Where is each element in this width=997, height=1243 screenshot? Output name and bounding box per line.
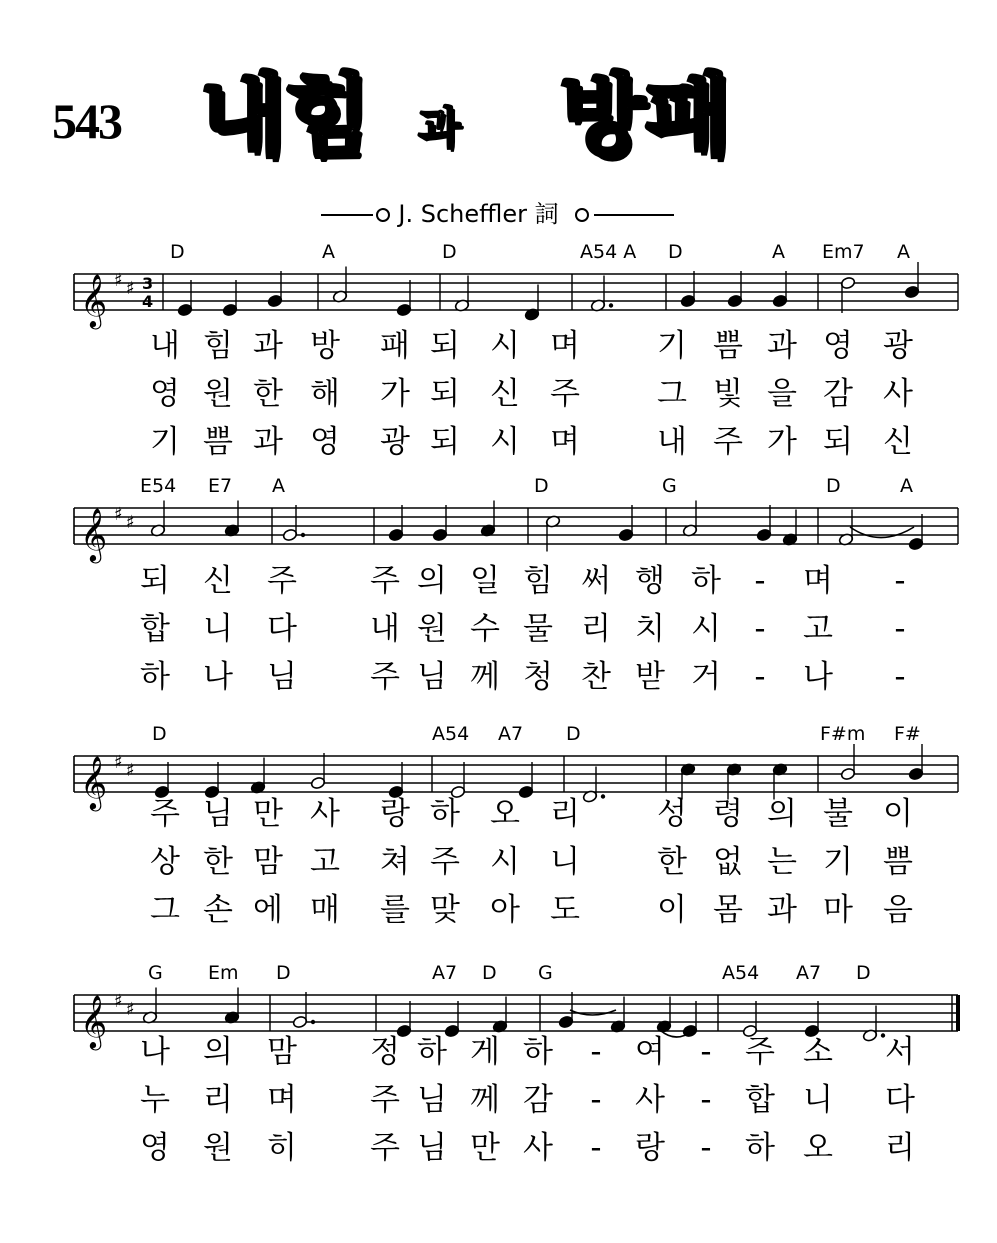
lyric-syllable: 맘 — [267, 1034, 297, 1070]
chord-symbol: E7 — [208, 475, 233, 497]
lyric-syllable: 령 — [713, 796, 743, 832]
lyric-syllable: 주 — [745, 1034, 775, 1070]
lyric-syllable: 하 — [417, 1034, 447, 1070]
lyric-syllable: 만 — [470, 1130, 500, 1166]
time-signature-bottom: 4 — [142, 292, 154, 311]
lyric-syllable: 랑 — [380, 796, 410, 832]
lyric-syllable: 영 — [150, 376, 180, 412]
lyric-syllable: 매 — [310, 892, 340, 928]
lyric-syllable: 며 — [550, 328, 580, 364]
treble-clef-icon: 𝄞 — [80, 507, 108, 561]
chord-symbol: A54 — [722, 962, 760, 984]
lyric-syllable: 니 — [203, 611, 233, 647]
lyric-syllable: 서 — [885, 1034, 915, 1070]
lyric-syllable: 의 — [203, 1034, 233, 1070]
lyric-syllable: 원 — [203, 1130, 233, 1166]
lyric-syllable: 물 — [523, 611, 553, 647]
title-part3: 방패 — [560, 64, 731, 167]
lyric-syllable: 오 — [803, 1130, 833, 1166]
lyric-syllable: 님 — [417, 1130, 447, 1166]
lyric-syllable: 을 — [767, 376, 797, 412]
lyric-syllable: 시 — [490, 844, 520, 880]
lyric-syllable: 가 — [380, 376, 410, 412]
lyric-syllable: 님 — [417, 1082, 447, 1118]
key-signature: ♯ — [126, 999, 135, 1020]
lyric-syllable: 신 — [883, 424, 913, 460]
lyric-syllable: 쳐 — [380, 844, 410, 880]
lyric-syllable: 며 — [803, 563, 833, 599]
lyric-syllable: 사 — [310, 796, 340, 832]
lyric-syllable: 만 — [253, 796, 283, 832]
lyric-syllable: 하 — [691, 563, 721, 599]
lyric-syllable: 며 — [550, 424, 580, 460]
title-part2: 과 — [418, 103, 461, 154]
lyric-syllable: 해 — [310, 376, 340, 412]
lyric-syllable: 사 — [883, 376, 913, 412]
lyric-syllable: 정 — [370, 1034, 400, 1070]
lyric-syllable: 되 — [430, 424, 460, 460]
lyric-syllable: 한 — [253, 376, 283, 412]
chord-symbol: F# — [894, 723, 921, 745]
chord-symbol: A54 — [432, 723, 470, 745]
lyric-syllable: 랑 — [635, 1130, 665, 1166]
lyric-syllable: 광 — [380, 424, 410, 460]
chord-symbol: D — [482, 962, 497, 984]
lyric-syllable: 니 — [803, 1082, 833, 1118]
tie-curve — [850, 527, 914, 538]
lyric-syllable: 음 — [883, 892, 913, 928]
lyric-syllable: 리 — [550, 796, 580, 832]
lyric-syllable: 하 — [523, 1034, 553, 1070]
key-signature: ♯ — [114, 270, 123, 291]
lyric-syllable: 내 — [150, 328, 180, 364]
chord-symbol: A7 — [796, 962, 822, 984]
chord-symbol: G — [538, 962, 553, 984]
lyric-syllable: 도 — [550, 892, 580, 928]
lyric-syllable: 과 — [767, 892, 797, 928]
lyric-syllable: 패 — [380, 328, 410, 364]
lyric-syllable: - — [894, 611, 906, 647]
chord-symbol: E54 — [140, 475, 177, 497]
lyric-syllable: 과 — [253, 424, 283, 460]
lyric-syllable: 방 — [310, 328, 340, 364]
chord-symbol: D — [276, 962, 291, 984]
key-signature: ♯ — [126, 278, 135, 299]
key-signature: ♯ — [114, 752, 123, 773]
lyric-syllable: 되 — [430, 328, 460, 364]
lyric-syllable: 쁨 — [203, 424, 233, 460]
lyric-syllable: 맞 — [430, 892, 460, 928]
lyric-syllable: 님 — [203, 796, 233, 832]
lyric-syllable: 청 — [523, 659, 553, 695]
lyric-syllable: 히 — [267, 1130, 297, 1166]
lyric-syllable: 주 — [370, 1082, 400, 1118]
lyric-syllable: 하 — [745, 1130, 775, 1166]
lyric-syllable: 오 — [490, 796, 520, 832]
lyric-syllable: 원 — [417, 611, 447, 647]
lyric-syllable: 성 — [657, 796, 687, 832]
lyric-syllable: 쁨 — [883, 844, 913, 880]
lyric-syllable: 한 — [203, 844, 233, 880]
lyric-syllable: 누 — [140, 1082, 170, 1118]
treble-clef-icon: 𝄞 — [80, 755, 108, 809]
chord-symbol: A — [900, 475, 913, 497]
lyric-syllable: 를 — [380, 892, 410, 928]
lyric-syllable: 이 — [883, 796, 913, 832]
lyric-syllable: 없 — [713, 844, 743, 880]
lyric-syllable: 게 — [470, 1034, 500, 1070]
lyric-syllable: 거 — [691, 659, 721, 695]
lyric-syllable: 께 — [470, 1082, 500, 1118]
title-part1: 내힘 — [200, 64, 371, 167]
lyric-syllable: 원 — [203, 376, 233, 412]
chord-symbol: D — [170, 241, 185, 263]
lyric-syllable: 되 — [430, 376, 460, 412]
lyric-syllable: 힘 — [203, 328, 233, 364]
lyric-syllable: 기 — [823, 844, 853, 880]
lyric-syllable: 께 — [470, 659, 500, 695]
lyric-syllable: 니 — [550, 844, 580, 880]
lyric-syllable: 감 — [823, 376, 853, 412]
chord-symbol: G — [148, 962, 163, 984]
lyric-syllable: 손 — [203, 892, 233, 928]
lyric-syllable: 감 — [523, 1082, 553, 1118]
treble-clef-icon: 𝄞 — [80, 273, 108, 327]
lyric-syllable: - — [894, 659, 906, 695]
lyric-syllable: 시 — [490, 424, 520, 460]
lyric-syllable: 시 — [691, 611, 721, 647]
lyric-syllable: 수 — [470, 611, 500, 647]
lyric-syllable: 합 — [140, 611, 170, 647]
lyric-syllable: 가 — [767, 424, 797, 460]
lyric-syllable: 시 — [490, 328, 520, 364]
author-name: J. Scheffler 詞 — [398, 200, 559, 228]
lyric-syllable: 리 — [581, 611, 611, 647]
chord-symbol: A — [897, 241, 910, 263]
lyric-syllable: 의 — [417, 563, 447, 599]
chord-symbol: A54 A — [580, 241, 637, 263]
chord-symbol: A7 — [432, 962, 458, 984]
lyric-syllable: 주 — [550, 376, 580, 412]
final-bar-thick — [956, 995, 960, 1031]
lyric-syllable: 주 — [370, 659, 400, 695]
chord-symbol: F#m — [820, 723, 866, 745]
lyric-syllable: 사 — [523, 1130, 553, 1166]
chord-symbol: D — [566, 723, 581, 745]
lyric-syllable: 님 — [417, 659, 447, 695]
chord-symbol: Em7 — [822, 241, 865, 263]
lyric-syllable: 치 — [635, 611, 665, 647]
lyric-syllable: 하 — [430, 796, 460, 832]
lyric-syllable: 주 — [370, 1130, 400, 1166]
lyric-syllable: 그 — [150, 892, 180, 928]
lyric-syllable: - — [754, 563, 766, 599]
lyric-syllable: 의 — [767, 796, 797, 832]
lyric-syllable: 합 — [745, 1082, 775, 1118]
chord-symbol: D — [668, 241, 683, 263]
lyric-syllable: 맘 — [253, 844, 283, 880]
lyric-syllable: 행 — [635, 563, 665, 599]
lyric-syllable: 며 — [267, 1082, 297, 1118]
lyric-syllable: - — [754, 611, 766, 647]
chord-symbol: D — [442, 241, 457, 263]
lyric-syllable: 한 — [657, 844, 687, 880]
lyric-syllable: 는 — [767, 844, 797, 880]
lyric-syllable: - — [700, 1082, 712, 1118]
time-signature-top: 3 — [142, 274, 154, 293]
lyric-syllable: 이 — [657, 892, 687, 928]
lyric-syllable: 영 — [140, 1130, 170, 1166]
lyric-syllable: 신 — [203, 563, 233, 599]
chord-symbol: D — [856, 962, 871, 984]
lyric-syllable: - — [700, 1034, 712, 1070]
key-signature: ♯ — [126, 760, 135, 781]
lyric-syllable: - — [700, 1130, 712, 1166]
lyric-syllable: - — [754, 659, 766, 695]
chord-symbol: D — [826, 475, 841, 497]
note-dot — [301, 533, 305, 537]
lyric-syllable: 나 — [140, 1034, 170, 1070]
lyric-syllable: 사 — [635, 1082, 665, 1118]
key-signature: ♯ — [126, 512, 135, 533]
lyric-syllable: 불 — [823, 796, 853, 832]
lyric-syllable: 신 — [490, 376, 520, 412]
lyric-syllable: 아 — [490, 892, 520, 928]
lyric-syllable: 일 — [470, 563, 500, 599]
lyric-syllable: 광 — [883, 328, 913, 364]
lyric-syllable: - — [590, 1034, 602, 1070]
lyric-syllable: - — [590, 1082, 602, 1118]
lyric-syllable: 과 — [253, 328, 283, 364]
lyric-syllable: 내 — [370, 611, 400, 647]
lyric-syllable: 주 — [267, 563, 297, 599]
lyric-syllable: 나 — [203, 659, 233, 695]
lyric-syllable: 리 — [885, 1130, 915, 1166]
lyric-syllable: 고 — [310, 844, 340, 880]
lyric-syllable: 주 — [713, 424, 743, 460]
lyric-syllable: 기 — [150, 424, 180, 460]
lyric-syllable: 빛 — [713, 376, 743, 412]
lyric-syllable: 영 — [310, 424, 340, 460]
lyric-syllable: 되 — [140, 563, 170, 599]
lyric-syllable: - — [590, 1130, 602, 1166]
lyric-syllable: 과 — [767, 328, 797, 364]
lyric-syllable: 고 — [803, 611, 833, 647]
lyric-syllable: 다 — [267, 611, 297, 647]
lyric-syllable: 영 — [823, 328, 853, 364]
lyric-syllable: 다 — [885, 1082, 915, 1118]
lyric-syllable: 소 — [803, 1034, 833, 1070]
lyric-syllable: 나 — [803, 659, 833, 695]
lyric-syllable: 주 — [370, 563, 400, 599]
chord-symbol: A7 — [498, 723, 524, 745]
lyric-syllable: 주 — [150, 796, 180, 832]
lyric-syllable: 받 — [635, 659, 665, 695]
chord-symbol: Em — [208, 962, 239, 984]
chord-symbol: D — [152, 723, 167, 745]
lyric-syllable: 되 — [823, 424, 853, 460]
note-dot — [601, 794, 605, 798]
lyric-syllable: 상 — [150, 844, 180, 880]
hymn-number: 543 — [52, 93, 121, 149]
lyric-syllable: 하 — [140, 659, 170, 695]
lyric-syllable: 마 — [823, 892, 853, 928]
key-signature: ♯ — [114, 991, 123, 1012]
lyric-syllable: 리 — [203, 1082, 233, 1118]
lyric-syllable: 찬 — [581, 659, 611, 695]
treble-clef-icon: 𝄞 — [80, 994, 108, 1048]
lyric-syllable: 써 — [581, 563, 611, 599]
chord-symbol: A — [322, 241, 335, 263]
lyric-syllable: 님 — [267, 659, 297, 695]
lyric-syllable: 힘 — [523, 563, 553, 599]
lyric-syllable: 쁨 — [713, 328, 743, 364]
lyric-syllable: 내 — [657, 424, 687, 460]
key-signature: ♯ — [114, 504, 123, 525]
lyric-syllable: 여 — [635, 1034, 665, 1070]
lyric-syllable: 에 — [253, 892, 283, 928]
chord-symbol: D — [534, 475, 549, 497]
note-dot — [311, 1020, 315, 1024]
chord-symbol: A — [272, 475, 285, 497]
lyric-syllable: 몸 — [713, 892, 743, 928]
lyric-syllable: - — [894, 563, 906, 599]
lyric-syllable: 그 — [657, 376, 687, 412]
chord-symbol: G — [662, 475, 677, 497]
chord-symbol: A — [772, 241, 785, 263]
lyric-syllable: 기 — [657, 328, 687, 364]
note-dot — [609, 303, 613, 307]
lyric-syllable: 주 — [430, 844, 460, 880]
